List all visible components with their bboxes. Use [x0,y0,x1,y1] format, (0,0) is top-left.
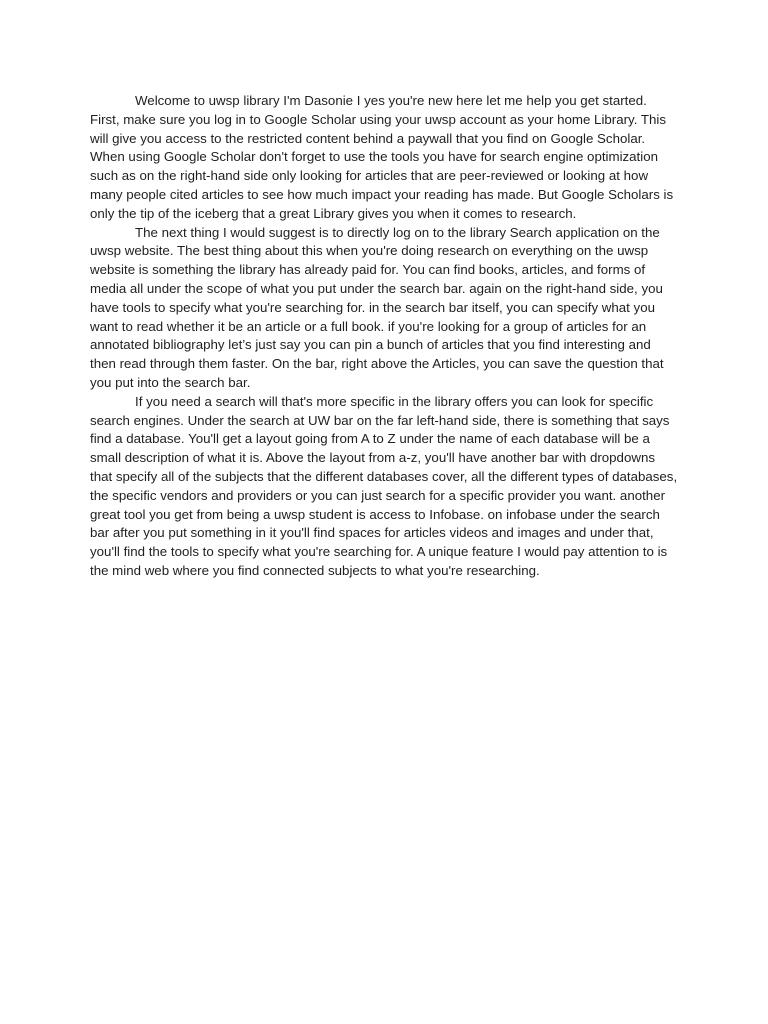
document-body [90,92,680,581]
paragraph-1: Welcome to uwsp library I'm Dasonie I yes you're new here let me help you get started. First, make sure you log in to Google Scholar using your uwsp account as your home Library. This will give you access to the restricted content behind a paywall that you find on Google Scholar. When using Google Scholar don't forget to use the tools you have for search engine optimization such as on the right-hand side only looking for articles that are peer-reviewed or looking at how many people cited articles to see how much impact your reading has made. But Google Scholars is only the tip of the iceberg that a great Library gives you when it comes to research. [90,93,674,221]
paragraph-2: The next thing I would suggest is to directly log on to the library Search application on the uwsp website. The best thing about this when you're doing research on everything on the uwsp website is something the library has already paid for. You can find books, articles, and forms of media all under the scope of what you put under the search bar. again on the right-hand side, you have tools to specify what you're searching for. in the search bar itself, you can specify what you want to read whether it be an article or a full book. if you're looking for a group of articles for an annotated bibliography let’s just say you can pin a bunch of articles that you find interesting and then read through them faster. On the bar, right above the Articles, you can save the question that you put into the search bar. [90,224,664,390]
paragraph-3: If you need a search will that's more specific in the library offers you can look for specific search engines. Under the search at UW bar on the far left-hand side, there is something that says find a database. You'll get a layout going from A to Z under the name of each database will be a small description of what it is. Above the layout from a-z, you'll have another bar with dropdowns that specify all of the subjects that the different databases cover, all the different types of databases, the specific vendors and providers or you can just search for a specific provider you want. another great tool you get from being a uwsp student is access to Infobase. on infobase under the search bar after you put something in it you'll find spaces for articles videos and images and under that, you'll find the tools to specify what you're searching for. A unique feature I would pay attention to is the mind web where you find connected subjects to what you're researching. [90,393,678,578]
